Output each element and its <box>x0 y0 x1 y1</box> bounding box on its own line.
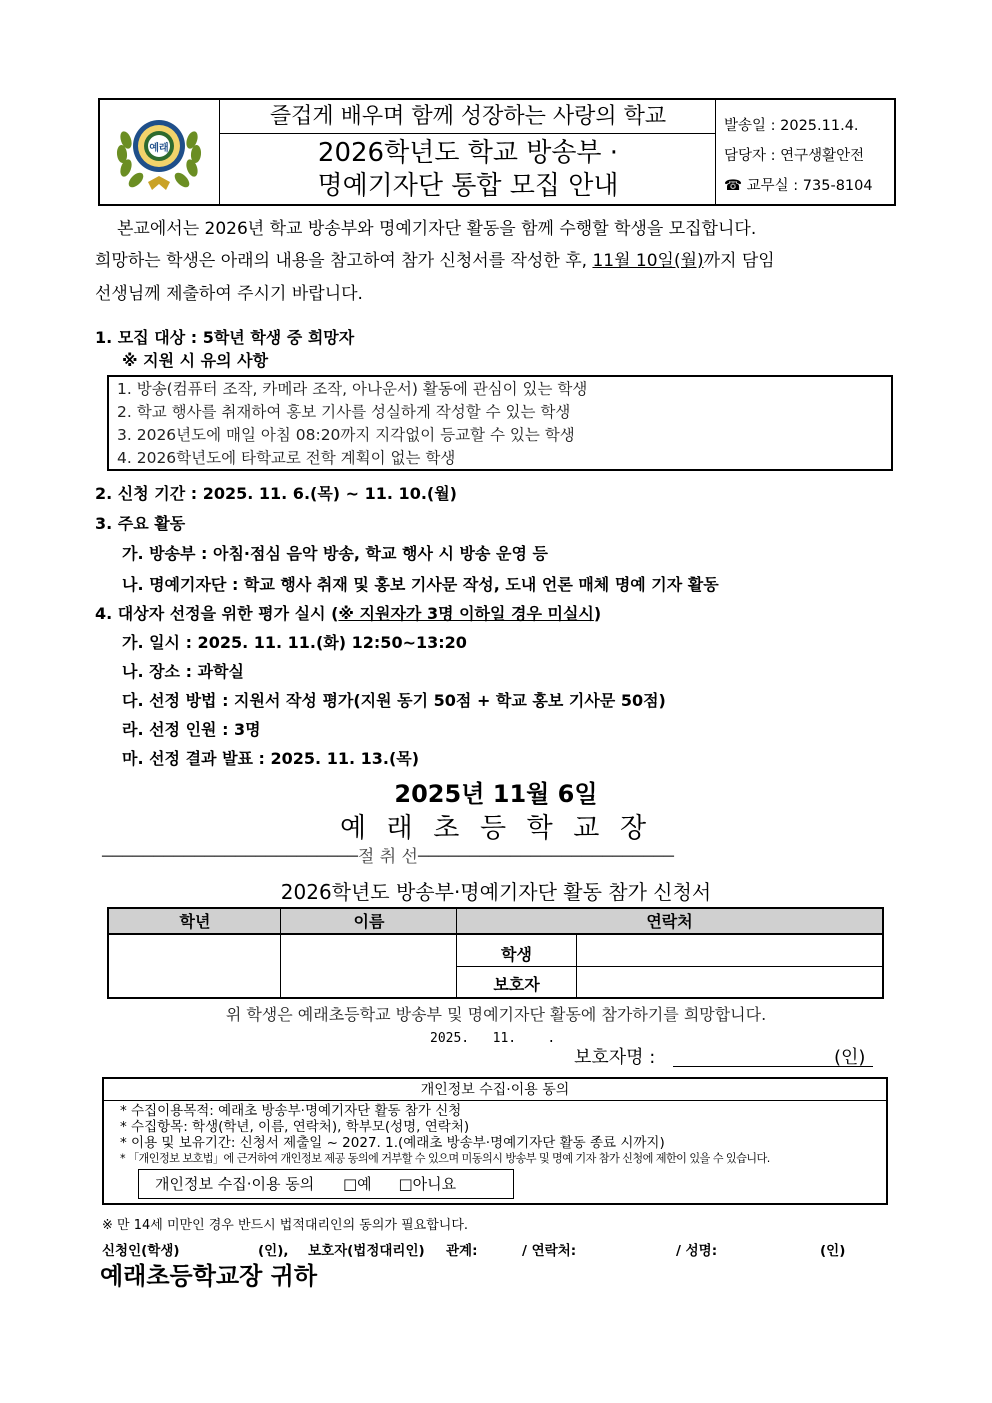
note-item: 2. 학교 행사를 취재하여 홍보 기사를 성실하게 작성할 수 있는 학생 <box>117 403 571 421</box>
age-note: ※ 만 14세 미만인 경우 반드시 법적대리인의 동의가 필요합니다. <box>102 1218 469 1233</box>
logo-cell <box>100 100 220 204</box>
note-item: 1. 방송(컴퓨터 조작, 카메라 조작, 아나운서) 활동에 관심이 있는 학생 <box>117 380 588 398</box>
consent-box <box>102 1077 888 1205</box>
intro-line1: 본교에서는 2026년 학교 방송부와 명예기자단 활동을 함께 수행할 학생을 모집합니다. <box>117 219 757 239</box>
intro-line2 <box>95 249 895 273</box>
phone-icon: ☎ <box>724 178 743 194</box>
consent-agree-box <box>138 1169 514 1199</box>
meta-cell <box>716 100 894 204</box>
col-name-header: 이름 <box>281 909 457 935</box>
section-4-post: ) <box>593 604 602 623</box>
section-4e: 마. 선정 결과 발표 : 2025. 11. 13.(목) <box>122 749 420 768</box>
relation-label: 관계: <box>446 1243 478 1259</box>
note-item: 4. 2026학년도에 타학교로 전학 계획이 없는 학생 <box>117 449 456 467</box>
school-motto: 즐겁게 배우며 함께 성장하는 사랑의 학교 <box>220 100 716 134</box>
page-title-line2: 명예기자단 통합 모집 안내 <box>317 171 619 201</box>
note-item: 3. 2026년도에 매일 아침 08:20까지 지각없이 등교할 수 있는 학생 <box>117 426 575 444</box>
guardian-sign-label: 보호자명 : <box>574 1047 656 1068</box>
intro-line3: 선생님께 제출하여 주시기 바랍니다. <box>95 284 363 304</box>
guardian-legal-label: 보호자(법정대리인) <box>308 1243 425 1259</box>
name-label: / 성명: <box>676 1243 718 1259</box>
section-4b: 나. 장소 : 과학실 <box>122 662 244 681</box>
consent-item: * 「개인정보 보호법」에 근거하여 개인정보 제공 동의에 거부할 수 있으며 미동의시 방송부 및 명예 기자 참가 신청에 제한이 있을 수 있습니다. <box>120 1152 770 1165</box>
grade-input[interactable] <box>109 935 280 997</box>
intro-line2-pre: 희망하는 학생은 아래의 내용을 참고하여 참가 신청서를 작성한 후, <box>95 251 593 271</box>
principal-name: 예 래 초 등 학 교 장 <box>339 813 653 844</box>
application-table <box>107 907 884 999</box>
section-4-note: ※ 지원자가 3명 이하일 경우 미실시 <box>338 604 594 623</box>
cut-line: ─────────────────────────절 취 선───────────────────────── <box>102 847 674 867</box>
notes-box <box>107 375 893 471</box>
applicant-label: 신청인(학생) <box>102 1243 180 1259</box>
consent-item: * 수집이용목적: 예래초 방송부·명예기자단 활동 참가 신청 <box>120 1103 462 1119</box>
name-input[interactable] <box>281 935 456 997</box>
section-4 <box>95 603 601 625</box>
section-1: 1. 모집 대상 : 5학년 학생 중 희망자 <box>95 328 355 347</box>
title-cell <box>220 100 716 204</box>
page-title-line1: 2026학년도 학교 방송부 · <box>317 138 619 168</box>
agree-label: 개인정보 수집·이용 동의 <box>155 1175 315 1193</box>
consent-title: 개인정보 수집·이용 동의 <box>104 1079 886 1101</box>
agree-no-checkbox[interactable]: □아니요 <box>398 1175 457 1193</box>
form-date: 2025. 11. . <box>430 1031 556 1046</box>
seal1: (인), <box>258 1243 289 1259</box>
phone-number: 교무실 : 735-8104 <box>746 178 873 194</box>
header-table <box>98 98 896 206</box>
seal2: (인) <box>820 1243 846 1259</box>
consent-item: * 수집항목: 학생(학년, 이름, 연락처), 학부모(성명, 연락처) <box>120 1119 470 1135</box>
section-4d: 라. 선정 인원 : 3명 <box>122 720 261 739</box>
section-3a: 가. 방송부 : 아침·점심 음악 방송, 학교 행사 시 방송 운영 등 <box>122 544 548 563</box>
seal-mark: (인) <box>834 1047 866 1068</box>
guardian-label: 보호자 <box>493 975 540 994</box>
student-label: 학생 <box>501 945 532 964</box>
emblem-text: 예래 <box>149 143 169 154</box>
col-grade-header: 학년 <box>109 909 281 935</box>
note-title: ※ 지원 시 유의 사항 <box>122 351 269 370</box>
section-4-pre: 4. 대상자 선정을 위한 평가 실시 ( <box>95 604 339 623</box>
section-3b: 나. 명예기자단 : 학교 행사 취재 및 홍보 기사문 작성, 도내 언론 매체 명예 기자 활동 <box>122 575 719 594</box>
section-3: 3. 주요 활동 <box>95 514 186 533</box>
student-contact-input[interactable] <box>577 935 882 966</box>
issue-date: 2025년 11월 6일 <box>394 780 598 808</box>
section-2: 2. 신청 기간 : 2025. 11. 6.(목) ~ 11. 10.(월) <box>95 484 457 503</box>
statement: 위 학생은 예래초등학교 방송부 및 명예기자단 활동에 참가하기를 희망합니다. <box>225 1005 767 1024</box>
phone-line <box>724 174 894 195</box>
addressee: 예래초등학교장 귀하 <box>100 1262 318 1290</box>
agree-yes-checkbox[interactable]: □예 <box>343 1175 372 1193</box>
section-4c: 다. 선정 방법 : 지원서 작성 평가(지원 동기 50점 + 학교 홍보 기사문 50점) <box>122 691 666 710</box>
col-contact-header: 연락처 <box>457 909 882 935</box>
deadline-date: 11월 10일(월) <box>592 251 704 271</box>
manager: 담당자 : 연구생활안전 <box>724 148 865 164</box>
form-title: 2026학년도 방송부·명예기자단 활동 참가 신청서 <box>280 880 712 904</box>
consent-item: * 이용 및 보유기간: 신청서 제출일 ~ 2027. 1.(예래초 방송부·명예기자단 활동 종료 시까지) <box>120 1135 665 1151</box>
intro-line2-post: 까지 담임 <box>703 251 775 271</box>
section-4a: 가. 일시 : 2025. 11. 11.(화) 12:50~13:20 <box>122 633 467 652</box>
contact-label: / 연락처: <box>522 1243 577 1259</box>
send-date: 발송일 : 2025.11.4. <box>724 118 859 134</box>
guardian-contact-input[interactable] <box>577 967 882 997</box>
